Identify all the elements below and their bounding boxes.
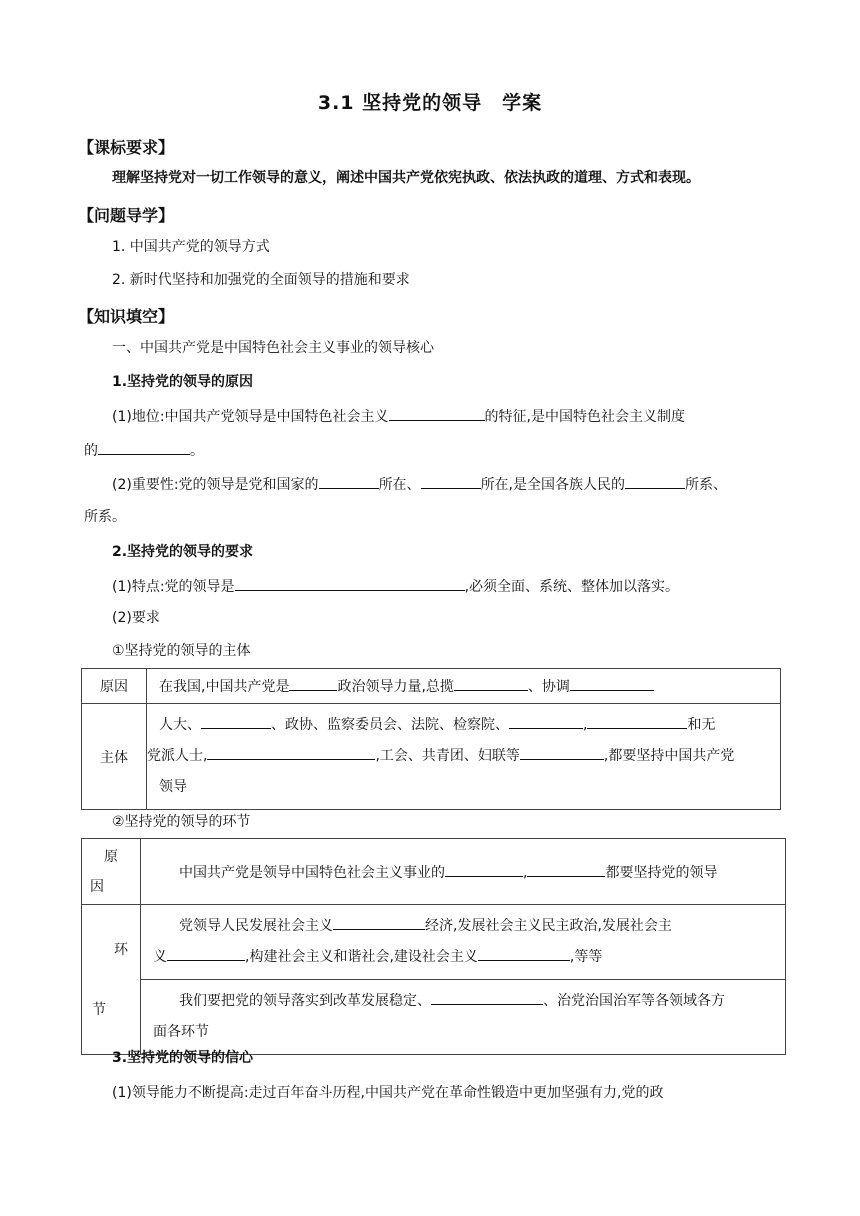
table2-reason-cell [141,839,786,905]
blank-field[interactable] [454,675,528,691]
reason-importance [112,473,727,495]
subject-line-1 [159,710,766,741]
blank-field[interactable] [527,861,605,877]
blank-field[interactable] [289,675,337,691]
stage-line-4: 面各环节 [153,1024,209,1040]
curriculum-text: 理解坚持党对一切工作领导的意义，阐述中国共产党依宪执政、依法执政的道理、方式和表现。 [112,170,700,186]
text: (1)特点:党的领导是 [112,579,235,595]
confidence-text: (1)领导能力不断提高:走过百年奋斗历程,中国共产党在革命性锻造中更加坚强有力,党的政 [112,1085,664,1101]
text: 的 [84,443,98,459]
blank-field[interactable] [98,439,190,455]
subject-line-3: 领导 [159,779,187,795]
text: 所在,是全国各族人民的 [480,477,626,493]
text: 党派人士, [147,748,208,764]
text: 所系、 [685,477,728,493]
blank-field[interactable] [319,473,379,489]
blank-field[interactable] [421,473,481,489]
text: 、协调 [527,679,570,695]
text: 政治领导力量,总揽 [337,679,454,695]
subject-table [81,668,781,810]
table2-stage-cell-1 [141,905,786,980]
blank-field[interactable] [478,945,570,961]
text: 在我国,中国共产党是 [159,679,290,695]
table1-subject-cell [147,704,781,810]
part1-heading: 一、中国共产党是中国特色社会主义事业的领导核心 [112,340,434,356]
guide-item-2: 2. 新时代坚持和加强党的全面领导的措施和要求 [112,272,410,288]
blank-field[interactable] [389,405,485,421]
blank-field[interactable] [431,989,543,1005]
text: 党领导人民发展社会主义 [179,918,333,934]
text: ,必须全面、系统、整体加以落实。 [464,579,680,595]
table2-head-reason [82,839,141,905]
text: , [523,864,528,881]
section-fill: 【知识填空】 [78,307,175,326]
text: 经济,发展社会主义民主政治,发展社会主 [425,918,672,934]
reason-position [112,405,685,427]
text: (2)重要性:党的领导是党和国家的 [112,477,319,493]
page-title: 3.1 坚持党的领导 学案 [317,92,543,114]
blank-field[interactable] [445,861,523,877]
text: 节 [92,1001,106,1018]
text: ,等等 [569,949,603,965]
stage-line-2 [153,942,771,973]
text: 和无 [687,717,716,733]
text: 都要坚持党的领导 [605,864,718,881]
blank-field[interactable] [509,713,583,729]
blank-field[interactable] [333,914,425,930]
text: 中国共产党是领导中国特色社会主义事业的 [179,864,445,881]
table2-stage-cell-2 [141,980,786,1055]
blank-field[interactable] [207,744,375,760]
requirement-feature [112,575,679,597]
text: 义 [153,949,167,965]
table2-head-stage [82,905,141,1055]
section-guide: 【问题导学】 [78,206,175,225]
blank-field[interactable] [587,713,687,729]
requirement-sub2: ②坚持党的领导的环节 [112,814,251,830]
requirement-sub1: ①坚持党的领导的主体 [112,643,251,659]
text: 人大、 [159,717,201,733]
text: 环 [114,941,128,958]
table1-head-reason: 原因 [82,669,147,704]
text: 、政协、监察委员会、法院、检察院、 [271,717,509,733]
text: 的特征,是中国特色社会主义制度 [484,409,685,425]
text: 因 [90,878,104,895]
stage-line-1 [179,911,771,942]
text: ,工会、共青团、妇联等 [375,748,520,764]
blank-field[interactable] [520,744,604,760]
reason-heading: 1.坚持党的领导的原因 [112,374,254,390]
table1-reason-cell [147,669,781,704]
blank-field[interactable] [167,945,245,961]
text: ,都要坚持中国共产党 [603,748,735,764]
reason-importance-cont: 所系。 [84,509,126,525]
text: 。 [190,443,204,459]
text: 、治党治国治军等各领域各方 [543,993,725,1009]
stage-line-3 [179,986,771,1017]
blank-field[interactable] [625,473,685,489]
section-curriculum: 【课标要求】 [78,138,175,157]
table1-head-subject: 主体 [82,704,147,810]
text: 我们要把党的领导落实到改革发展稳定、 [179,993,431,1009]
text: ,构建社会主义和谐社会,建设社会主义 [245,949,478,965]
text: (1)地位:中国共产党领导是中国特色社会主义 [112,409,389,425]
blank-field[interactable] [235,575,465,591]
reason-position-cont [84,439,204,461]
guide-item-1: 1. 中国共产党的领导方式 [112,239,270,255]
text: 原 [104,848,118,865]
text: , [583,717,588,733]
blank-field[interactable] [201,713,271,729]
subject-line-2 [147,741,766,772]
stage-table [81,838,786,1055]
requirement-req: (2)要求 [112,610,160,626]
blank-field[interactable] [570,675,654,691]
text: 所在、 [378,477,421,493]
requirement-heading: 2.坚持党的领导的要求 [112,544,254,560]
confidence-heading: 3.坚持党的领导的信心 [112,1050,254,1066]
